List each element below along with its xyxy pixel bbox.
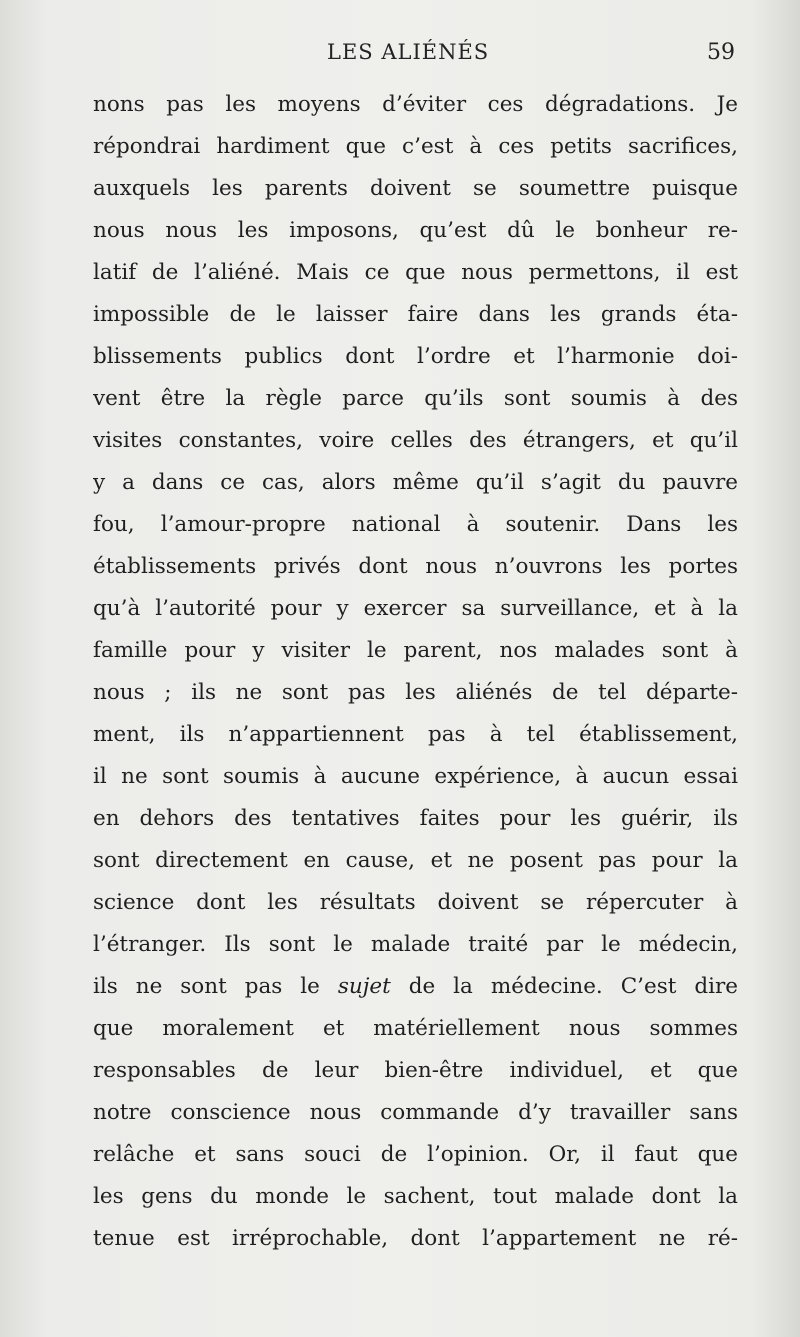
text-line: en dehors des tentatives faites pour les guérir, ils [93, 806, 738, 831]
page-header [90, 40, 735, 76]
text-run: de la médecine. C’est dire [390, 974, 738, 999]
text-line: impossible de le laisser faire dans les grands éta- [93, 302, 738, 327]
text-line: répondrai hardiment que c’est à ces petits sacrifices, [93, 134, 738, 159]
text-line: auxquels les parents doivent se soumettre puisque [93, 176, 738, 201]
body-text [93, 84, 738, 1260]
text-line: fou, l’amour-propre national à soutenir. Dans les [93, 512, 738, 537]
text-line: latif de l’aliéné. Mais ce que nous permettons, il est [93, 260, 738, 285]
text-line: nous nous les imposons, qu’est dû le bonheur re- [93, 218, 738, 243]
text-line: y a dans ce cas, alors même qu’il s’agit du pauvre [93, 470, 738, 495]
text-line: nous ; ils ne sont pas les aliénés de tel départe- [93, 680, 738, 705]
text-line: établissements privés dont nous n’ouvrons les portes [93, 554, 738, 579]
text-line: famille pour y visiter le parent, nos malades sont à [93, 638, 738, 663]
text-line: que moralement et matériellement nous sommes [93, 1016, 738, 1041]
text-line: ment, ils n’appartiennent pas à tel établissement, [93, 722, 738, 747]
text-line: les gens du monde le sachent, tout malade dont la [93, 1184, 738, 1209]
text-line-with-italic [93, 966, 738, 1008]
text-line: il ne sont soumis à aucune expérience, à aucun essai [93, 764, 738, 789]
running-title: LES ALIÉNÉS [327, 40, 490, 64]
text-line: relâche et sans souci de l’opinion. Or, il faut que [93, 1142, 738, 1167]
text-line: sont directement en cause, et ne posent pas pour la [93, 848, 738, 873]
text-line: l’étranger. Ils sont le malade traité par le médecin, [93, 932, 738, 957]
text-line: nons pas les moyens d’éviter ces dégradations. Je [93, 92, 738, 117]
text-line: visites constantes, voire celles des étrangers, et qu’il [93, 428, 738, 453]
text-line: vent être la règle parce qu’ils sont soumis à des [93, 386, 738, 411]
page-number: 59 [707, 40, 735, 65]
text-run: ils ne sont pas le [93, 974, 338, 999]
text-line: science dont les résultats doivent se répercuter à [93, 890, 738, 915]
text-line: qu’à l’autorité pour y exercer sa surveillance, et à la [93, 596, 738, 621]
text-line: notre conscience nous commande d’y travailler sans [93, 1100, 738, 1125]
text-line: tenue est irréprochable, dont l’appartement ne ré- [93, 1226, 738, 1251]
text-line: responsables de leur bien-être individuel, et que [93, 1058, 738, 1083]
italic-word: sujet [337, 974, 391, 999]
text-line: blissements publics dont l’ordre et l’harmonie doi- [93, 344, 738, 369]
